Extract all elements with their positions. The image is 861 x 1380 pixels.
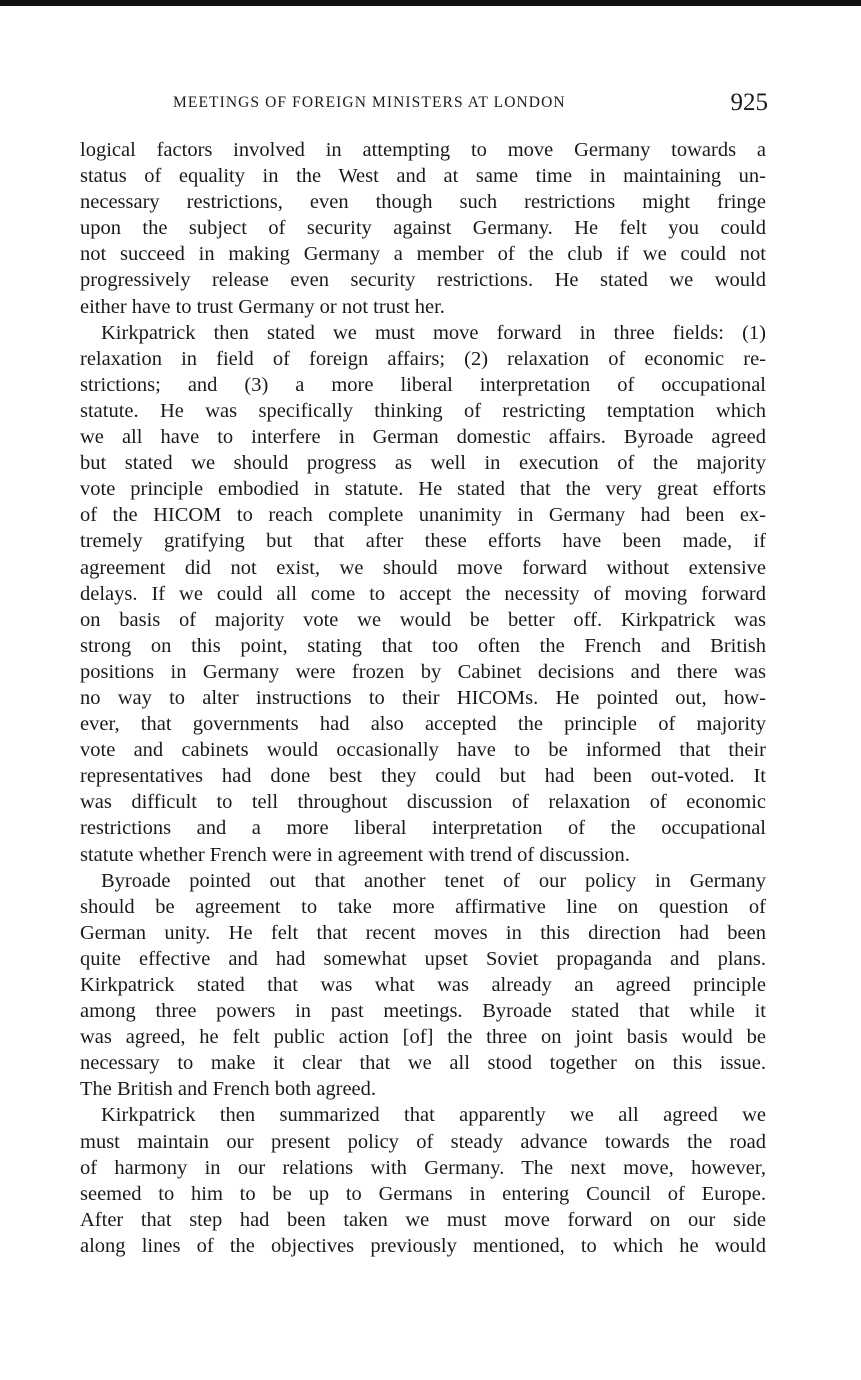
text-line: necessary to make it clear that we all stood together on this issue. <box>80 1052 766 1075</box>
text-line: of the HICOM to reach complete unanimity in Germany had been ex- <box>80 504 766 527</box>
text-line: upon the subject of security against Germany. He felt you could <box>80 217 766 240</box>
text-line: statute. He was specifically thinking of restricting temptation which <box>80 399 766 422</box>
text-line: must maintain our present policy of steady advance towards the road <box>80 1130 766 1153</box>
text-line: necessary restrictions, even though such restrictions might fringe <box>80 191 766 214</box>
text-line: among three powers in past meetings. Byroade stated that while it <box>80 1000 766 1023</box>
text-line: vote and cabinets would occasionally have to be informed that their <box>80 739 766 762</box>
text-line: no way to alter instructions to their HICOMs. He pointed out, how- <box>80 686 766 709</box>
text-line: either have to trust Germany or not trust her. <box>80 295 445 318</box>
text-line: was difficult to tell throughout discussion of relaxation of economic <box>80 791 766 814</box>
running-title: MEETINGS OF FOREIGN MINISTERS AT LONDON <box>173 94 566 111</box>
text-line: representatives had done best they could but had been out-voted. It <box>80 765 766 788</box>
page-number: 925 <box>730 89 768 116</box>
text-line: Byroade pointed out that another tenet of our policy in Germany <box>101 869 766 892</box>
top-edge-rule <box>0 0 861 6</box>
text-line: Kirkpatrick then summarized that apparently we all agreed we <box>101 1104 766 1127</box>
text-line: progressively release even security restrictions. He stated we would <box>80 269 766 292</box>
text-line: strong on this point, stating that too often the French and British <box>80 634 766 657</box>
paragraph-2 <box>80 320 766 868</box>
text-line: along lines of the objectives previously mentioned, to which he would <box>80 1234 766 1257</box>
text-line: but stated we should progress as well in execution of the majority <box>80 452 766 475</box>
running-head <box>80 89 768 122</box>
text-line: vote principle embodied in statute. He stated that the very great efforts <box>80 478 766 501</box>
text-line: on basis of majority vote we would be better off. Kirkpatrick was <box>80 608 766 631</box>
text-line: not succeed in making Germany a member of the club if we could not <box>80 243 766 266</box>
text-line: tremely gratifying but that after these efforts have been made, if <box>80 530 766 553</box>
text-line: strictions; and (3) a more liberal interpretation of occupational <box>80 373 766 396</box>
text-line: we all have to interfere in German domestic affairs. Byroade agreed <box>80 426 766 449</box>
text-line: restrictions and a more liberal interpretation of the occupational <box>80 817 766 840</box>
paragraph-1 <box>80 137 766 320</box>
text-line: of harmony in our relations with Germany. The next move, however, <box>80 1156 766 1179</box>
text-line: quite effective and had somewhat upset Soviet propaganda and plans. <box>80 947 766 970</box>
text-line: logical factors involved in attempting to move Germany towards a <box>80 139 766 161</box>
text-line: was agreed, he felt public action [of] the three on joint basis would be <box>80 1026 766 1049</box>
text-line: The British and French both agreed. <box>80 1078 377 1101</box>
text-line: ever, that governments had also accepted the principle of majority <box>80 713 766 736</box>
text-line: status of equality in the West and at same time in maintaining un- <box>80 165 766 188</box>
text-line: relaxation in field of foreign affairs; (2) relaxation of economic re- <box>80 347 766 370</box>
paragraph-4 <box>80 1102 766 1259</box>
text-line: positions in Germany were frozen by Cabinet decisions and there was <box>80 660 766 683</box>
text-line: Kirkpatrick then stated we must move forward in three fields: (1) <box>101 321 766 344</box>
text-line: delays. If we could all come to accept the necessity of moving forward <box>80 582 766 605</box>
text-line: After that step had been taken we must move forward on our side <box>80 1208 766 1231</box>
text-line: should be agreement to take more affirmative line on question of <box>80 895 766 918</box>
text-line: seemed to him to be up to Germans in entering Council of Europe. <box>80 1182 766 1205</box>
paragraph-3 <box>80 868 766 1103</box>
text-line: agreement did not exist, we should move forward without extensive <box>80 556 766 579</box>
text-line: German unity. He felt that recent moves in this direction had been <box>80 921 766 944</box>
text-line: Kirkpatrick stated that was what was already an agreed principle <box>80 974 766 996</box>
body-text <box>80 137 766 1259</box>
text-line: statute whether French were in agreement with trend of discussion. <box>80 843 630 866</box>
